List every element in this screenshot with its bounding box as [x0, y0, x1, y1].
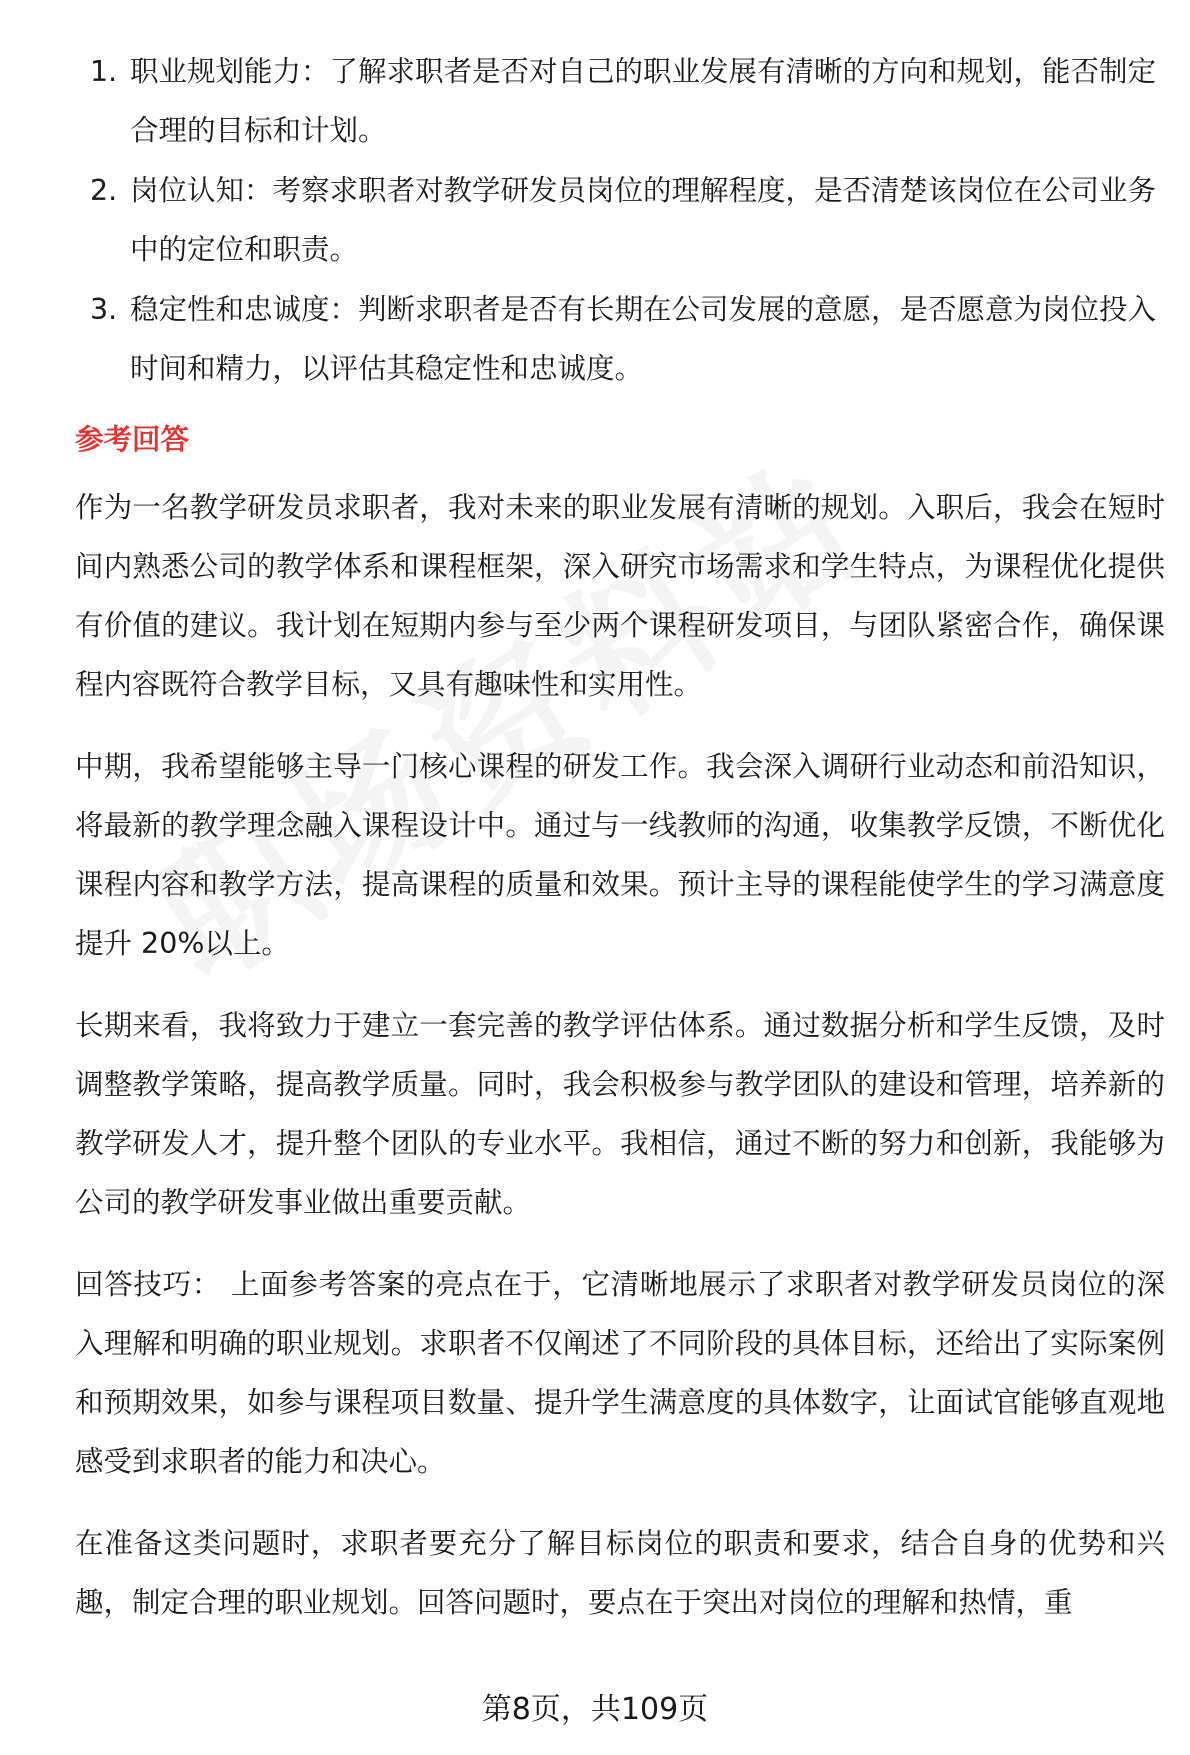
criteria-text: 稳定性和忠诚度：判断求职者是否有长期在公司发展的意愿，是否愿意为岗位投入时间和精力，以评估其稳定性和忠诚度。: [130, 293, 1157, 385]
answer-paragraph: 中期，我希望能够主导一门核心课程的研发工作。我会深入调研行业动态和前沿知识，将最新的教学理念融入课程设计中。通过与一线教师的沟通，收集教学反馈，不断优化课程内容和教学方法，提高课程的质量和效果。预计主导的课程能使学生的学习满意度提升 20%以上。: [75, 750, 1165, 960]
page-number-footer: 第8页，共109页: [481, 1692, 709, 1727]
answer-paragraph: 长期来看，我将致力于建立一套完善的教学评估体系。通过数据分析和学生反馈，及时调整教学策略，提高教学质量。同时，我会积极参与教学团队的建设和管理，培养新的教学研发人才，提升整个团队的专业水平。我相信，通过不断的努力和创新，我能够为公司的教学研发事业做出重要贡献。: [75, 1009, 1165, 1219]
criteria-text: 职业规划能力：了解求职者是否对自己的职业发展有清晰的方向和规划，能否制定合理的目标和计划。: [130, 55, 1157, 147]
evaluation-criteria-list: [75, 42, 1165, 398]
answer-paragraph: 作为一名教学研发员求职者，我对未来的职业发展有清晰的规划。入职后，我会在短时间内熟悉公司的教学体系和课程框架，深入研究市场需求和学生特点，为课程优化提供有价值的建议。我计划在短期内参与至少两个课程研发项目，与团队紧密合作，确保课程内容既符合教学目标，又具有趣味性和实用性。: [75, 491, 1165, 701]
criteria-item: [75, 42, 1165, 160]
criteria-number: 1.: [90, 55, 118, 88]
preparation-paragraph: 在准备这类问题时，求职者要充分了解目标岗位的职责和要求，结合自身的优势和兴趣，制定合理的职业规划。回答问题时，要点在于突出对岗位的理解和热情，重: [75, 1527, 1165, 1619]
criteria-number: 2.: [90, 174, 118, 207]
criteria-item: [75, 161, 1165, 279]
page-content: [75, 42, 1165, 1632]
criteria-text: 岗位认知：考察求职者对教学研发员岗位的理解程度，是否清楚该岗位在公司业务中的定位和职责。: [130, 174, 1157, 266]
section-heading: 参考回答: [75, 423, 190, 456]
criteria-number: 3.: [90, 293, 118, 326]
tips-paragraph: 回答技巧： 上面参考答案的亮点在于，它清晰地展示了求职者对教学研发员岗位的深入理解和明确的职业规划。求职者不仅阐述了不同阶段的具体目标，还给出了实际案例和预期效果，如参与课程项目数量、提升学生满意度的具体数字，让面试官能够直观地感受到求职者的能力和决心。: [75, 1268, 1165, 1478]
criteria-item: [75, 280, 1165, 398]
